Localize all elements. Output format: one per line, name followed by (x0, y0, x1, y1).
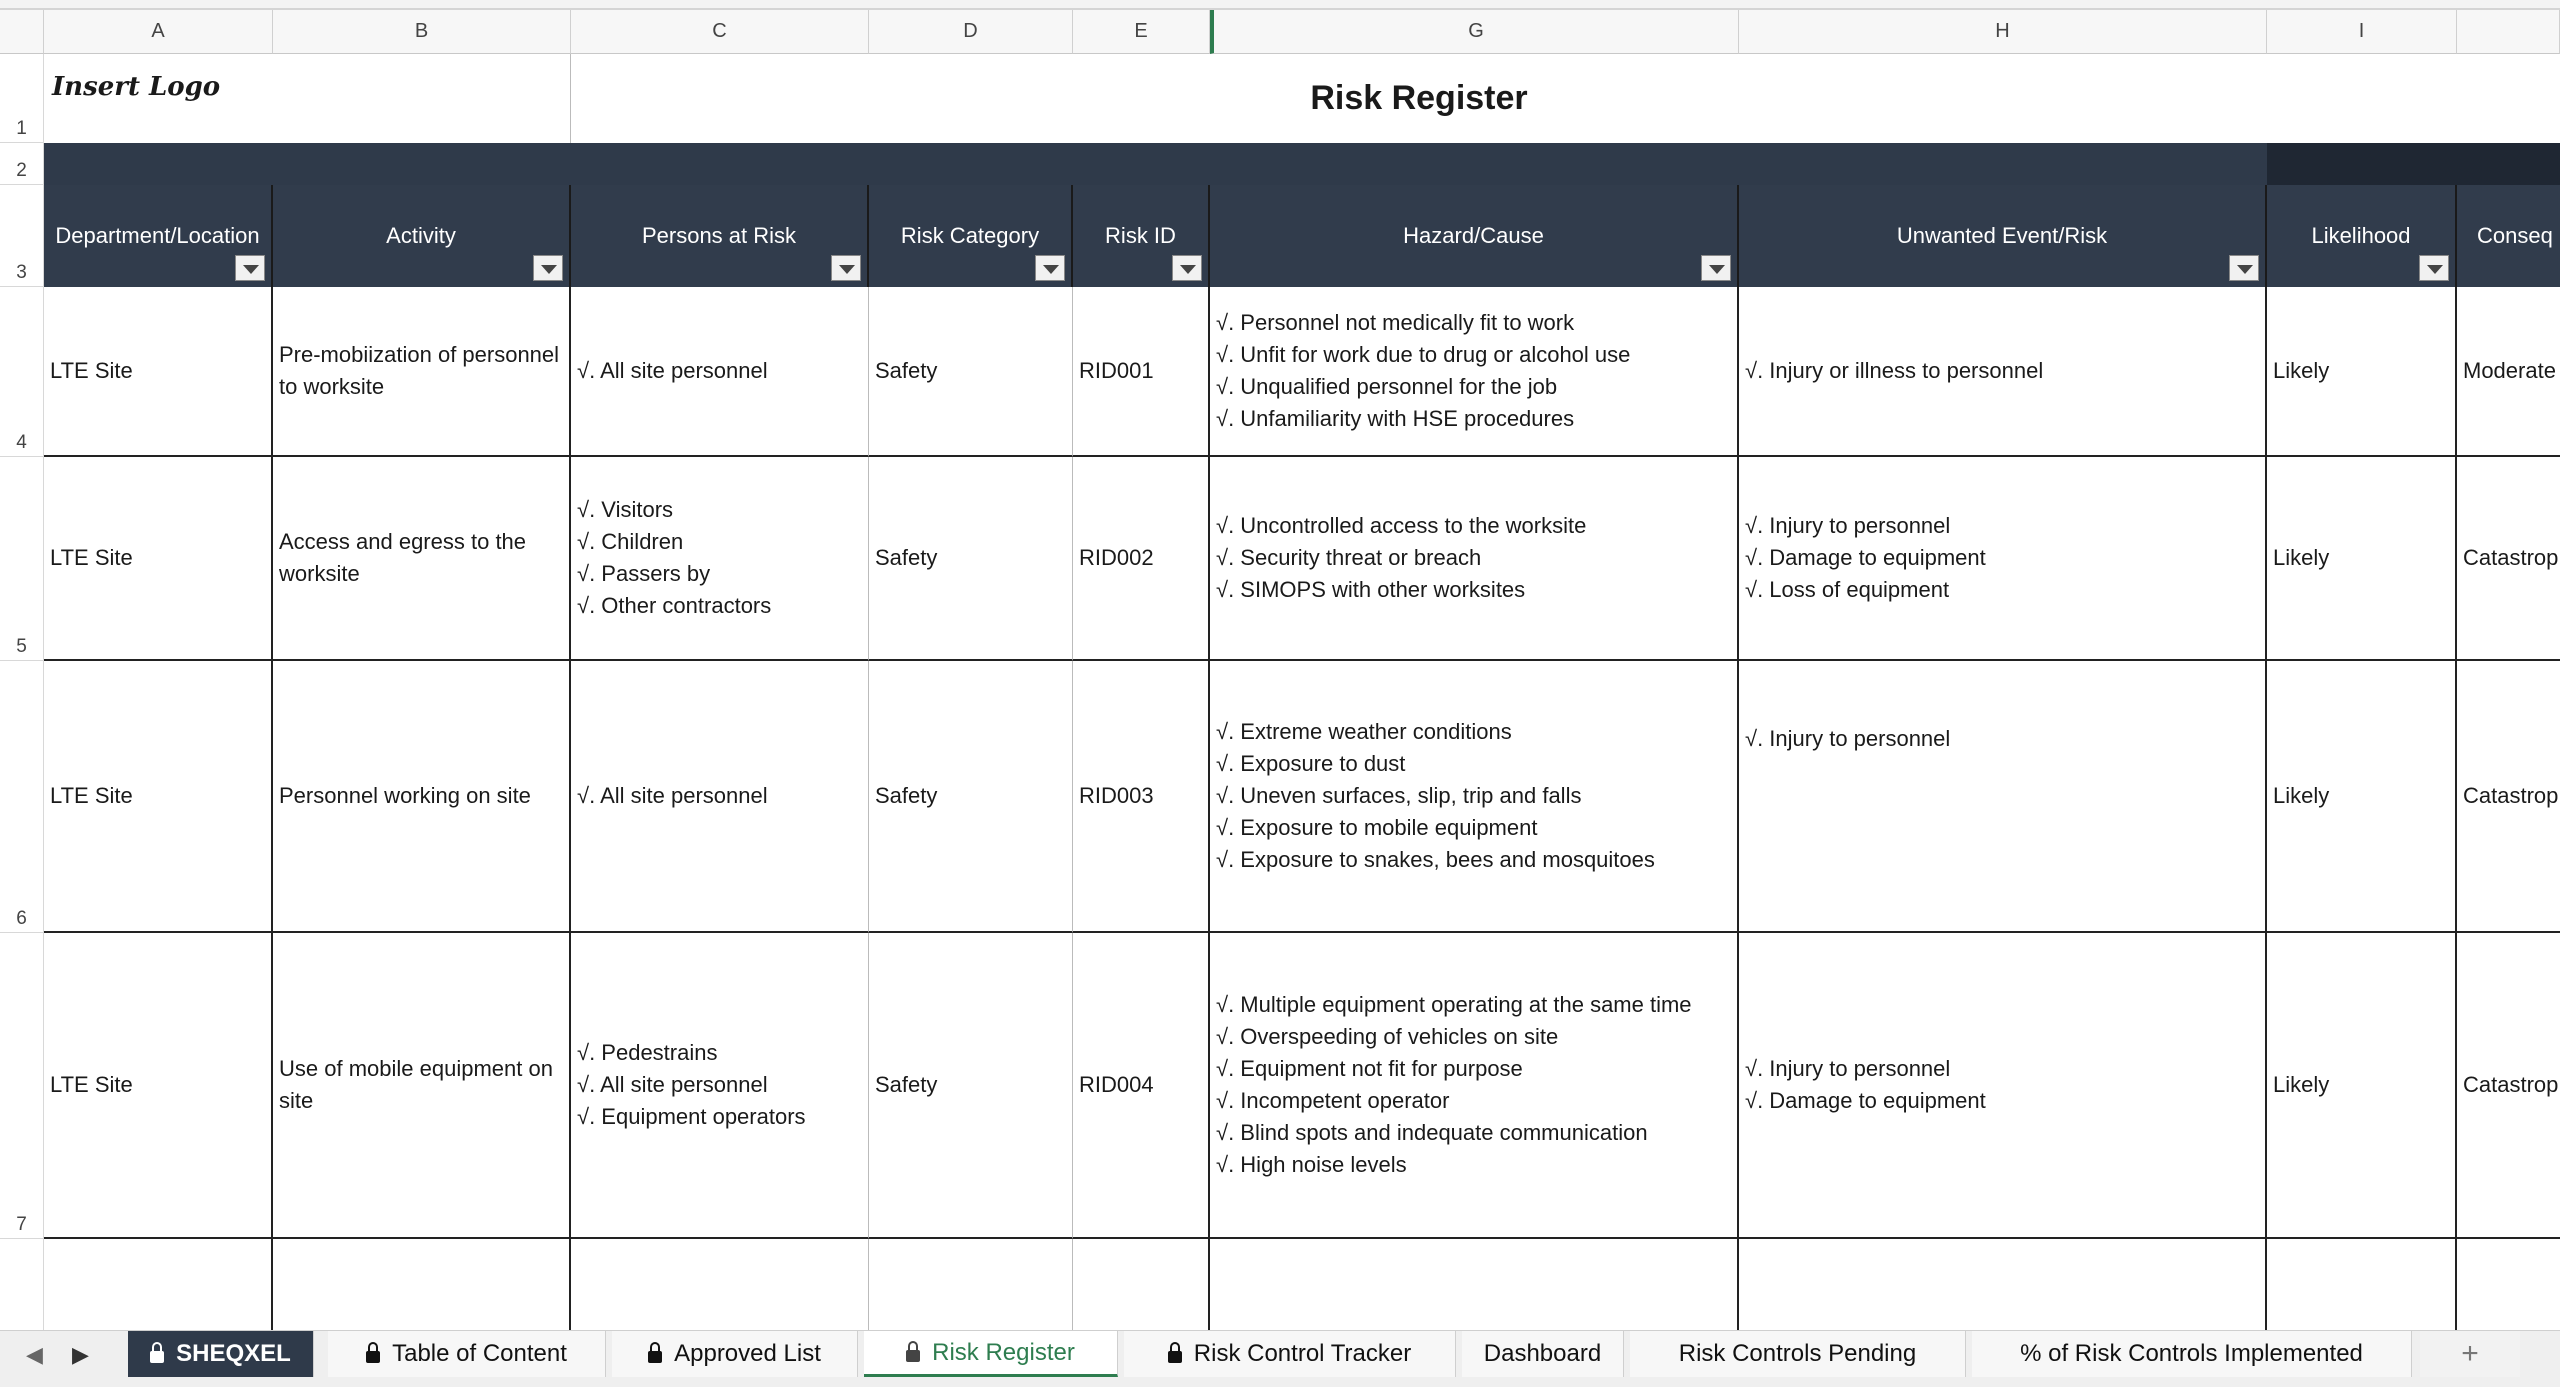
cell-empty[interactable] (273, 1239, 571, 1330)
row-header-3[interactable]: 3 (0, 185, 44, 287)
tab-sheqxel[interactable] (128, 1331, 314, 1377)
cell-risk-id[interactable]: RID003 (1073, 661, 1210, 933)
sheet-title: Risk Register (1310, 79, 1528, 117)
tab-risk-controls-implemented[interactable] (1972, 1331, 2412, 1377)
header-category-label: Risk Category (900, 223, 1040, 248)
header-hazard-label: Hazard/Cause (1403, 223, 1544, 248)
cell-risk-id[interactable]: RID001 (1073, 287, 1210, 457)
cell-consequence[interactable]: Catastrop (2457, 457, 2560, 661)
cell-risk-category[interactable]: Safety (869, 933, 1073, 1239)
header-consequence-label: Conseq (2477, 223, 2553, 248)
cell-risk-id[interactable]: RID004 (1073, 933, 1210, 1239)
cell-department[interactable]: LTE Site (44, 287, 273, 457)
lock-icon (1168, 1351, 1182, 1363)
header-department (44, 185, 273, 287)
cell-persons-at-risk[interactable]: √. Pedestrains √. All site personnel √. Equipment operators (571, 933, 869, 1239)
cell-risk-category[interactable]: Safety (869, 661, 1073, 933)
header-activity (273, 185, 571, 287)
header-risk-id (1073, 185, 1210, 287)
header-risk-id-label: Risk ID (1105, 223, 1176, 248)
tab-label: Approved List (674, 1340, 821, 1367)
cell-persons-at-risk[interactable]: √. Visitors √. Children √. Passers by √. Other contractors (571, 457, 869, 661)
cell-activity[interactable]: Use of mobile equipment on site (273, 933, 571, 1239)
row-header-7[interactable]: 7 (0, 933, 44, 1239)
column-header-h[interactable]: H (1739, 10, 2267, 54)
column-header-e[interactable]: E (1073, 10, 1210, 54)
column-header-g[interactable]: G (1210, 10, 1739, 54)
filter-dropdown-icon[interactable] (235, 255, 265, 281)
tab-label: Dashboard (1483, 1340, 1602, 1367)
lock-icon (366, 1351, 380, 1363)
cell-empty[interactable] (44, 1239, 273, 1330)
cell-unwanted-event[interactable]: √. Injury to personnel (1739, 661, 2267, 933)
cell-unwanted-event[interactable]: √. Injury or illness to personnel (1739, 287, 2267, 457)
header-likelihood (2267, 185, 2457, 287)
lock-icon (150, 1351, 164, 1363)
cell-department[interactable]: LTE Site (44, 661, 273, 933)
cell-risk-id[interactable]: RID002 (1073, 457, 1210, 661)
cell-empty[interactable] (2267, 1239, 2457, 1330)
header-activity-label: Activity (386, 223, 456, 248)
cell-empty[interactable] (869, 1239, 1073, 1330)
logo-placeholder: Insert Logo (44, 54, 571, 143)
tab-label: Table of Content (392, 1340, 567, 1367)
cell-hazard-cause[interactable]: √. Uncontrolled access to the worksite √. Security threat or breach √. SIMOPS with other worksites (1210, 457, 1739, 661)
cell-hazard-cause[interactable]: √. Personnel not medically fit to work √. Unfit for work due to drug or alcohol use √. Unqualified personnel for the job √. Unfamiliarity with HSE procedures (1210, 287, 1739, 457)
cell-department[interactable]: LTE Site (44, 457, 273, 661)
header-consequence (2457, 185, 2560, 287)
cell-activity[interactable]: Access and egress to the worksite (273, 457, 571, 661)
cell-consequence[interactable]: Catastrop (2457, 933, 2560, 1239)
cell-likelihood[interactable]: Likely (2267, 457, 2457, 661)
header-band (44, 143, 2267, 185)
tab-dashboard[interactable] (1462, 1331, 1624, 1377)
column-header-c[interactable]: C (571, 10, 869, 54)
cell-persons-at-risk[interactable]: √. All site personnel (571, 287, 869, 457)
filter-dropdown-icon[interactable] (1172, 255, 1202, 281)
column-header-i[interactable]: I (2267, 10, 2457, 54)
row-header-4[interactable]: 4 (0, 287, 44, 457)
cell-likelihood[interactable]: Likely (2267, 933, 2457, 1239)
filter-dropdown-icon[interactable] (2419, 255, 2449, 281)
formula-bar-edge (0, 0, 2560, 10)
column-header-a[interactable]: A (44, 10, 273, 54)
column-header-d[interactable]: D (869, 10, 1073, 54)
cell-unwanted-event[interactable]: √. Injury to personnel √. Damage to equipment √. Loss of equipment (1739, 457, 2267, 661)
tab-risk-control-tracker[interactable] (1124, 1331, 1456, 1377)
row-header-1[interactable]: 1 (0, 54, 44, 143)
tab-label: Risk Register (932, 1338, 1075, 1366)
cell-empty[interactable] (1210, 1239, 1739, 1330)
header-risk-category (869, 185, 1073, 287)
tab-label: Risk Controls Pending (1678, 1340, 1917, 1367)
column-header-b[interactable]: B (273, 10, 571, 54)
header-band-assessment (2267, 143, 2560, 185)
header-department-label: Department/Location (55, 223, 260, 248)
row-header-2[interactable]: 2 (0, 143, 44, 185)
cell-likelihood[interactable]: Likely (2267, 661, 2457, 933)
tab-scroll-right-icon[interactable]: ▶ (72, 1342, 89, 1367)
cell-department[interactable]: LTE Site (44, 933, 273, 1239)
filter-dropdown-icon[interactable] (1035, 255, 1065, 281)
cell-risk-category[interactable]: Safety (869, 457, 1073, 661)
select-all-corner[interactable] (0, 10, 44, 54)
tab-approved-list[interactable] (612, 1331, 858, 1377)
tab-risk-controls-pending[interactable] (1630, 1331, 1966, 1377)
cell-activity[interactable]: Personnel working on site (273, 661, 571, 933)
header-persons-at-risk (571, 185, 869, 287)
cell-empty[interactable] (571, 1239, 869, 1330)
header-hazard-cause (1210, 185, 1739, 287)
header-persons-label: Persons at Risk (641, 223, 797, 248)
cell-persons-at-risk[interactable]: √. All site personnel (571, 661, 869, 933)
row-header-5[interactable]: 5 (0, 457, 44, 661)
lock-icon (906, 1350, 920, 1362)
header-likelihood-label: Likelihood (2311, 223, 2411, 248)
cell-consequence[interactable]: Moderate (2457, 287, 2560, 457)
cell-activity[interactable]: Pre-mobiization of personnel to worksite (273, 287, 571, 457)
tab-risk-register[interactable] (864, 1331, 1118, 1377)
filter-dropdown-icon[interactable] (2229, 255, 2259, 281)
tab-label: SHEQXEL (176, 1340, 291, 1367)
filter-dropdown-icon[interactable] (831, 255, 861, 281)
cell-unwanted-event[interactable]: √. Injury to personnel √. Damage to equipment (1739, 933, 2267, 1239)
column-header-j[interactable] (2457, 10, 2560, 54)
cell-empty[interactable] (1073, 1239, 1210, 1330)
cell-empty[interactable] (1739, 1239, 2267, 1330)
cell-likelihood[interactable]: Likely (2267, 287, 2457, 457)
tab-label: % of Risk Controls Implemented (2020, 1340, 2363, 1367)
filter-dropdown-icon[interactable] (533, 255, 563, 281)
header-unwanted-event (1739, 185, 2267, 287)
filter-dropdown-icon[interactable] (1701, 255, 1731, 281)
header-event-label: Unwanted Event/Risk (1896, 223, 2108, 248)
cell-consequence[interactable]: Catastrop (2457, 661, 2560, 933)
cell-hazard-cause[interactable]: √. Extreme weather conditions √. Exposure to dust √. Uneven surfaces, slip, trip and falls √. Exposure to mobile equipment √. Exposure to snakes, bees and mosquitoes (1210, 661, 1739, 933)
row-header-8[interactable] (0, 1239, 44, 1330)
tab-table-of-content[interactable] (328, 1331, 606, 1377)
lock-icon (648, 1351, 662, 1363)
cell-risk-category[interactable]: Safety (869, 287, 1073, 457)
add-sheet-button[interactable]: + (2420, 1331, 2520, 1377)
tab-scroll-left-icon[interactable]: ◀ (26, 1342, 43, 1367)
cell-hazard-cause[interactable]: √. Multiple equipment operating at the same time √. Overspeeding of vehicles on site √. Equipment not fit for purpose √. Incompetent operator √. Blind spots and indequate communication √. High noise levels (1210, 933, 1739, 1239)
row-header-6[interactable]: 6 (0, 661, 44, 933)
tab-label: Risk Control Tracker (1193, 1340, 1412, 1367)
